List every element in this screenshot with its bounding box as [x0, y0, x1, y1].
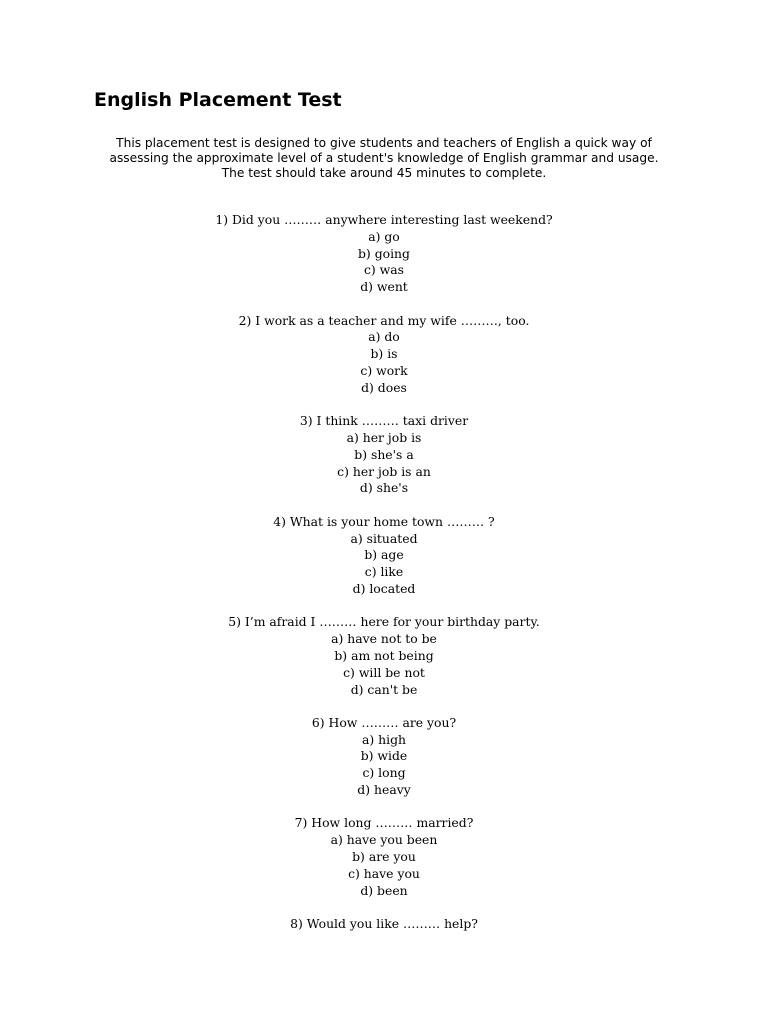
answer-option: a) have you been [330, 832, 438, 848]
intro-paragraph [0, 136, 768, 181]
question-text: 2) I work as a teacher and my wife ………, too. [238, 312, 530, 328]
question-text: 8) Would you like ……… help? [290, 916, 478, 932]
question-text: 3) I think ……… taxi driver [299, 413, 469, 429]
question-8 [0, 916, 768, 933]
answer-option: a) have not to be [331, 631, 437, 647]
question-7 [0, 815, 768, 899]
answer-option: a) go [368, 228, 400, 244]
question-5 [0, 614, 768, 698]
intro-line: The test should take around 45 minutes to complete. [221, 166, 547, 180]
answer-option: b) she's a [354, 446, 414, 462]
question-list [0, 212, 768, 949]
answer-option: b) am not being [334, 647, 434, 663]
question-text: 6) How ……… are you? [311, 714, 457, 730]
answer-option: a) high [361, 731, 406, 747]
answer-option: c) will be not [343, 664, 425, 680]
answer-option: d) located [352, 580, 416, 596]
question-text: 7) How long ……… married? [294, 815, 474, 831]
answer-option: a) situated [350, 530, 418, 546]
answer-option: b) is [370, 346, 398, 362]
question-4 [0, 514, 768, 598]
answer-option: d) does [361, 379, 407, 395]
answer-option: c) was [363, 262, 405, 278]
answer-option: b) wide [360, 748, 408, 764]
question-text: 1) Did you ……… anywhere interesting last weekend? [215, 212, 553, 227]
answer-option: d) can't be [350, 681, 418, 697]
answer-option: c) work [360, 362, 408, 378]
question-1 [0, 212, 768, 296]
answer-option: a) do [368, 329, 400, 345]
answer-option: b) age [364, 547, 404, 563]
answer-option: c) like [364, 564, 404, 580]
answer-option: a) her job is [346, 429, 422, 445]
intro-line: assessing the approximate level of a student's knowledge of English grammar and usage. [109, 151, 659, 165]
question-3 [0, 413, 768, 497]
answer-option: d) went [360, 279, 408, 295]
question-text: 4) What is your home town ……… ? [273, 513, 495, 529]
question-6 [0, 715, 768, 799]
answer-option: b) going [358, 245, 410, 261]
answer-option: c) have you [348, 865, 420, 881]
intro-line: This placement test is designed to give students and teachers of English a quick way of [116, 136, 652, 150]
answer-option: d) been [360, 882, 408, 898]
page-title: English Placement Test [94, 89, 342, 111]
answer-option: b) are you [352, 849, 416, 865]
answer-option: d) she's [359, 480, 409, 496]
answer-option: c) long [362, 765, 406, 781]
question-2 [0, 313, 768, 397]
question-text: 5) I’m afraid I ……… here for your birthday party. [228, 614, 540, 630]
answer-option: c) her job is an [337, 463, 431, 479]
answer-option: d) heavy [357, 782, 411, 798]
